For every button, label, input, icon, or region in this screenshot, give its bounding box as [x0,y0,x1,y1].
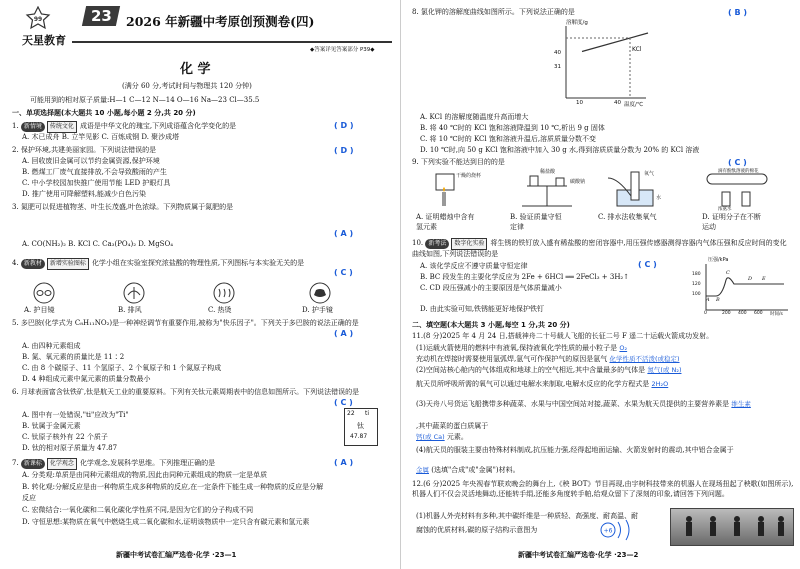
q8-option-c: C. 将 10 ℃时的 KCl 饱和溶液升温后,溶质质量分数不变 [420,135,597,143]
fig-label-carbonate: 碳酸钠 [570,179,586,185]
right-footer: 新疆中考试卷汇编严选卷·化学 ·23—2 [518,551,639,559]
x-tick-400: 400 [738,311,747,316]
graph-xlabel: 时间/s [770,312,783,317]
logo-mark [24,6,52,34]
q11-line-7: 钙(或 Ca) 元素。 [416,433,468,441]
q10-option-c: C. CD 段压强减小的主要原因是气体质量减小 [420,284,562,292]
q3-options: A. CO(NH₂)₂ B. KCl C. Ca₃(PO₄)₂ D. MgSO₄ [22,240,174,248]
score-info: (满分 60 分,考试时间与物理共 120 分钟) [122,82,252,90]
question-10: 10. 新考法 数字化实验 将生锈的铁钉放入盛有稀盐酸的密闭容器中,用压强传感器测得容器内气体压强和反应时间的变化曲线如图,下列说法错误的是 [412,239,787,258]
q5-option-b: B. 氮、氧元素的质量比是 11∶2 [22,353,125,361]
graph-xlabel: 温度/℃ [624,102,644,108]
point-c: C [726,270,730,276]
q5-option-d: D. 4 种组成元素中氮元素的质量分数最小 [22,375,151,383]
fill-vitamin: 维生素 [731,400,751,408]
y-tick-120: 120 [692,282,701,287]
question-11: 11.(8 分)2025 年 4 月 24 日,搭载神舟二十号载人飞船的长征二号 F 遥二十运载火箭成功发射。 [412,332,714,340]
q8-option-a: A. KCl 的溶解度随温度升高而增大 [420,113,529,121]
fill-o2: O₂ [619,344,628,352]
q5-option-c: C. 由 8 个碳原子、11 个氢原子、2 个氧原子和 1 个氮原子构成 [22,364,222,372]
q6-option-d: D. 钛的相对原子质量为 47.87 [22,444,118,452]
y-tick-40: 40 [554,50,561,56]
question-3: 3. 氮肥可以促进植物茎、叶生长茂盛,叶色浓绿。下列物质属于氮肥的是 [12,203,234,211]
badge-number: 23 [82,6,120,26]
pressure-curve [706,278,784,296]
water-collection-figure [608,172,653,206]
x-tick-40: 40 [614,100,621,106]
q9-label-b: B. 验证质量守恒 定律 [510,213,562,231]
q6-option-b: B. 钛属于金属元素 [22,422,81,430]
q12-line-2: 腐蚀的优质材料,碳的原子结构示意图为 [416,526,538,534]
point-d: D [748,276,753,282]
q2-option-c: C. 中小学校园加快推广使用节能 LED 护眼灯具 [22,179,171,187]
fig-label-cotton: 滴有酚酞溶液的棉花 [718,169,759,174]
answer-7: ( A ) [334,458,354,467]
q7-option-b: B. 转化观:分解反应是由一种物质生成多种物质的反应,在一定条件下能生成一种物质的反应是分解 [22,483,324,491]
fill-calcium: 钙(或 Ca) [416,433,445,441]
tag-new-method: 新考法 [425,239,449,249]
q2-option-b: B. 燃煤工厂废气直接排放,不会导致酸雨的产生 [22,168,167,176]
series-label: KCl [632,46,642,53]
goggles-icon [34,283,54,303]
tag-new-textbook: 新教材 [21,259,45,269]
q4-label-c: C. 热烫 [208,306,232,314]
question-12: 12.(6 分)2025 年央视春节联欢晚会的舞台上,《秧 BOT》节目再现,由宇树科技带来的机器人在现场扭起了秧歌(如图所示),机器人们不仅会灵活地舞动,还能转手绢,还能多角度转手帕,给观众留下了深刻的印象,请回答下列问题。 [412,480,794,498]
fill-equation: 2H₂O [651,380,669,388]
tag-new-context: 新情境 [21,122,45,132]
element-name: 钛 [357,422,364,430]
q11-line-1: (1)运载火箭使用的燃料中有液氧,保持液氧化学性质的最小粒子是 O₂ [416,344,628,352]
left-footer: 新疆中考试卷汇编严选卷·化学 ·23—1 [116,551,237,559]
fig-label-ammonia: 浓氨水 [718,207,732,212]
fig-label-oxygen: 氧气 [644,171,655,177]
answer-1: ( D ) [334,121,354,130]
atomic-masses: 可能用到的相对原子质量:H—1 C—12 N—14 O—16 Na—23 Cl—35.5 [30,96,260,104]
subject-title: 化 学 [180,62,211,77]
fig-label-hcl: 稀盐酸 [540,169,556,175]
answer-5: ( A ) [334,329,354,338]
q7-option-d: D. 守恒思想:某物质在氧气中燃烧生成二氧化碳和水,证明该物质中一定只含有碳元素和氢元素 [22,518,310,526]
answer-4: ( C ) [334,268,353,277]
q2-option-d: D. 推广使用可降解塑料,能减少白色污染 [22,190,147,198]
point-b: B [716,297,720,303]
svg-text:99: 99 [33,16,43,23]
x-tick-0: 0 [704,311,707,316]
question-6: 6. 月球表面富含钛铁矿,钛是航天工业的重要原料。下列有关钛元素周期表中的信息如图所示。下列说法错误的是 [12,388,360,396]
kcl-solubility-graph [552,20,652,112]
q7-option-b-cont: 反应 [22,494,36,502]
answer-6: ( C ) [334,398,353,407]
tag-digital-experiment: 数字化实验 [451,238,487,250]
q12-line-1: (1)机器人外壳材料有多种,其中碳纤维是一种质轻、高强度、耐高温、耐 [416,512,639,520]
q4-icons [30,281,370,305]
candle-beaker-figure [436,174,454,206]
q11-line-6: ,其中蔬菜的蛋白质属于 [416,422,489,430]
q4-label-b: B. 排风 [118,306,142,314]
question-2: 2. 保护环境,共建美丽家园。下列说法错误的是 [12,146,157,154]
q7-option-a: A. 分类观:单质是由同种元素组成的物质,因此由同种元素组成的物质一定是单质 [22,471,268,479]
q10-option-a: A. 该化学反应不遵守质量守恒定律 [420,262,528,270]
svg-text:+6: +6 [603,527,613,535]
element-mass: 47.87 [350,433,368,440]
right-page [402,0,800,569]
header-rule [72,41,392,43]
q5-option-a: A. 由四种元素组成 [22,342,81,350]
point-a: A [706,297,710,303]
y-tick-31: 31 [554,64,561,70]
wash-hands-icon [310,283,330,303]
q8-option-b: B. 将 40 ℃时的 KCl 饱和溶液降温到 10 ℃,析出 9 g 固体 [420,124,605,132]
answer-3: ( A ) [334,229,354,238]
tag-experiment-icons: 新增实验图标 [47,258,89,270]
tag-chem-concept: 化学观念 [47,458,77,470]
q11-line-3: (2)空间站核心舱内的气体组成和地球上的空气相近,其中含量最多的气体是 氮气(或 N₂) [416,366,682,374]
element-number: 22 [347,410,355,417]
q11-line-5: (3)天舟八号货运飞船携带多种蔬菜、水果与中国空间站对接,蔬菜、水果为航天员提供的主要营养素是 维生素 [416,400,751,408]
q9-label-a: A. 证明蜡烛中含有 氢元素 [416,213,475,231]
question-8: 8. 氯化钾的溶解度曲线如图所示。下列说法正确的是 [412,8,575,16]
robot-dance-photo [670,508,794,546]
q9-label-c: C. 排水法收集氧气 [598,213,657,221]
section2-title: 二、填空题(本大题共 3 小题,每空 1 分,共 20 分) [412,321,570,329]
answer-2: ( D ) [334,146,354,155]
q2-option-a: A. 回收废旧金属可以节约金属资源,保护环境 [22,157,160,165]
q10-option-b: B. BC 段发生的主要化学反应为 2Fe + 6HCl ══ 2FeCl₃ + 3H₂↑ [420,273,630,281]
q11-line-4: 航天员所呼吸所需的氧气可以通过电解水来制取,电解水反应的化学方程式是 2H₂O [416,380,669,388]
logo-text: 天星教育 [22,34,66,47]
question-9: 9. 下列实验不能达到目的的是 [412,158,505,166]
element-card [344,408,378,446]
q11-line-9: 金属 (选填"合成"或"金属")材料。 [416,466,520,474]
question-1: 1. 新情境 传统文化 成语是中华文化的瑰宝,下列成语蕴含化学变化的是 [12,121,236,133]
q9-label-d: D. 证明分子在不断 运动 [702,213,761,231]
molecule-motion-figure [707,174,767,206]
pressure-graph [692,257,792,322]
graph-ylabel: 压强/kPa [708,257,729,263]
balance-figure [522,176,572,206]
answer-note: ◆答案详见答案部分 P39◆ [310,47,375,53]
q7-option-c: C. 宏微结合:一氧化碳和二氧化碳化学性质不同,是因为它们的分子构成不同 [22,506,254,514]
q11-line-8: (4)航天员的服装主要由特殊材料制成,抗压能力强,经得起地面运输、火箭发射时的震动,其中铝合金属于 [416,446,734,454]
question-5: 5. 多巴胺(化学式为 C₈H₁₁NO₂)是一种神经调节有重要作用,被称为"快乐因子"。下列关于多巴胺的说法正确的是 [12,319,359,327]
q1-options: A. 木已成舟 B. 立竿见影 C. 百炼成钢 D. 聚沙成塔 [22,133,180,141]
q4-label-a: A. 护目镜 [24,306,55,314]
graph-ylabel: 溶解度/g [566,20,588,26]
section1-title: 一、单项选择题(本大题共 10 小题,每小题 2 分,共 20 分) [12,109,196,117]
tag-traditional-culture: 传统文化 [47,121,77,133]
star-logo-icon [24,6,52,30]
answer-9: ( C ) [728,158,747,167]
element-symbol: ti [365,410,370,417]
q11-line-2: 充动机在焊接时需要使用氩弧焊,氩气可作保护气的原因是氩气 化学性质不活泼(或稳定) [416,355,680,363]
answer-10: ( C ) [638,260,657,269]
q8-option-d: D. 10 ℃时,向 50 g KCl 饱和溶液中加入 30 g 水,得到溶质质量分数为 20% 的 KCl 溶液 [420,146,700,154]
column-divider [400,0,401,569]
fill-inert: 化学性质不活泼(或稳定) [609,355,680,363]
exam-title: 2026 年新疆中考原创预测卷(四) [126,14,315,29]
q4-label-d: D. 护手镜 [302,306,333,314]
fig-label-dry-beaker: 干燥的烧杯 [456,173,482,179]
y-tick-100: 100 [692,292,701,297]
x-tick-10: 10 [576,100,583,106]
question-7: 7. 新课标 化学观念 化学观念,发展科学思维。下列推理正确的是 [12,458,215,470]
point-e: E [762,276,766,282]
question-4: 4. 新教材 新增实验图标 化学小组在实验室探究浓盐酸的物理性质,下列图标与本实验无关的是 [12,258,304,270]
q6-option-a: A. 图中有一处错误,"ti"应改为"Ti" [22,411,129,419]
fill-metal: 金属 [416,466,429,474]
q10-option-d: D. 由此实验可知,铁锈能更好地保护铁钉 [420,305,545,313]
q9-apparatus [422,168,792,212]
carbon-atom-diagram [598,518,638,546]
answer-8: ( B ) [728,8,748,17]
fig-label-water: 水 [656,195,662,201]
hot-surface-icon [214,283,234,303]
exhaust-icon [124,283,144,303]
tag-new-standard: 新课标 [21,459,45,469]
q6-option-c: C. 钛原子核外有 22 个质子 [22,433,108,441]
x-tick-600: 600 [754,311,763,316]
y-tick-180: 180 [692,272,701,277]
fill-nitrogen: 氮气(或 N₂) [647,366,682,374]
x-tick-200: 200 [722,311,731,316]
